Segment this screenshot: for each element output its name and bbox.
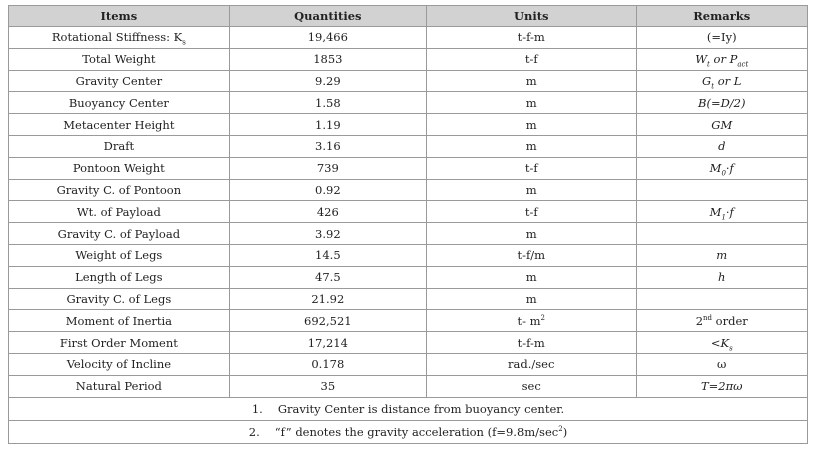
unit-superscript: 2 xyxy=(540,313,545,322)
quantities-table xyxy=(8,5,808,444)
table-row xyxy=(9,288,808,310)
footnote-text: Gravity Center is distance from buoyancy center. xyxy=(277,401,565,416)
quantity-value: 739 xyxy=(316,161,339,176)
remark-text: (=Iy) xyxy=(706,30,737,45)
unit-cell xyxy=(426,266,636,288)
footnote-tail: ) xyxy=(562,424,568,439)
item-cell xyxy=(9,332,230,354)
unit-value: m xyxy=(525,73,537,88)
quantity-value: 21.92 xyxy=(311,291,345,306)
quantity-cell xyxy=(229,179,426,201)
remark-subscript: 0 xyxy=(721,169,726,178)
quantity-value: 692,521 xyxy=(304,313,352,328)
item-label: Draft xyxy=(103,139,135,154)
unit-cell xyxy=(426,353,636,375)
footnote-row xyxy=(9,420,808,443)
table-row xyxy=(9,310,808,332)
table-row xyxy=(9,223,808,245)
remark-text: G xyxy=(702,73,712,88)
unit-value: t-f xyxy=(524,204,538,219)
quantity-value: 1.19 xyxy=(315,117,341,132)
item-label: Gravity C. of Legs xyxy=(66,291,172,306)
table-row xyxy=(9,244,808,266)
item-label: Gravity C. of Payload xyxy=(57,226,181,241)
footnote-superscript: 2 xyxy=(558,424,563,433)
data-table-container xyxy=(8,5,808,444)
unit-value: m xyxy=(525,117,537,132)
remark-subscript: t xyxy=(711,82,715,91)
remark-cell xyxy=(636,332,808,354)
quantity-cell xyxy=(229,310,426,332)
quantity-value: 0.178 xyxy=(311,357,345,372)
remark-cell xyxy=(636,92,808,114)
quantity-cell xyxy=(229,244,426,266)
item-label: Pontoon Weight xyxy=(72,161,165,176)
table-row xyxy=(9,157,808,179)
item-label: First Order Moment xyxy=(59,335,178,350)
remark-cell xyxy=(636,135,808,157)
item-cell xyxy=(9,27,230,49)
item-subscript: s xyxy=(182,38,186,47)
unit-value: t-f-m xyxy=(517,335,545,350)
unit-value: m xyxy=(525,291,537,306)
unit-cell xyxy=(426,223,636,245)
remark-text: M xyxy=(709,204,722,219)
item-label: Gravity Center xyxy=(75,73,163,88)
footnote-row xyxy=(9,397,808,420)
header-units: Units xyxy=(426,6,636,27)
table-row xyxy=(9,48,808,70)
quantity-value: 14.5 xyxy=(315,248,341,263)
item-cell xyxy=(9,266,230,288)
unit-value: rad./sec xyxy=(508,357,555,372)
item-cell xyxy=(9,201,230,223)
quantity-value: 47.5 xyxy=(315,270,341,285)
unit-value: t-f xyxy=(524,52,538,67)
quantity-cell xyxy=(229,332,426,354)
table-row xyxy=(9,27,808,49)
quantity-value: 1853 xyxy=(313,52,343,67)
header-row xyxy=(9,6,808,27)
remark-cell xyxy=(636,70,808,92)
remark-subscript: 1 xyxy=(721,213,726,222)
quantity-cell xyxy=(229,266,426,288)
table-row xyxy=(9,201,808,223)
item-cell xyxy=(9,135,230,157)
item-label: Weight of Legs xyxy=(75,248,163,263)
unit-cell xyxy=(426,114,636,136)
remark-cell xyxy=(636,201,808,223)
item-label: Length of Legs xyxy=(75,270,163,285)
remark-subscript-2: act xyxy=(737,60,749,69)
unit-cell xyxy=(426,375,636,397)
quantity-cell xyxy=(229,223,426,245)
remark-text: h xyxy=(718,270,726,285)
unit-cell xyxy=(426,48,636,70)
table-row xyxy=(9,92,808,114)
remark-text: <K xyxy=(710,335,730,350)
table-row xyxy=(9,353,808,375)
unit-cell xyxy=(426,310,636,332)
unit-value: t-f/m xyxy=(517,248,545,263)
unit-value: m xyxy=(525,182,537,197)
quantity-value: 9.29 xyxy=(315,73,341,88)
item-label: Buoyancy Center xyxy=(68,95,169,110)
remark-cell xyxy=(636,266,808,288)
remark-cell xyxy=(636,179,808,201)
quantity-cell xyxy=(229,157,426,179)
item-label: Wt. of Payload xyxy=(76,204,161,219)
quantity-cell xyxy=(229,201,426,223)
item-cell xyxy=(9,48,230,70)
item-label: Gravity C. of Pontoon xyxy=(56,182,182,197)
remark-superscript: nd xyxy=(703,313,713,322)
item-cell xyxy=(9,310,230,332)
remark-text: W xyxy=(695,52,708,67)
unit-cell xyxy=(426,157,636,179)
unit-value: m xyxy=(525,95,537,110)
item-label: Metacenter Height xyxy=(63,117,175,132)
remark-cell xyxy=(636,353,808,375)
item-cell xyxy=(9,288,230,310)
unit-value: t- m xyxy=(517,313,541,328)
remark-cell xyxy=(636,375,808,397)
remark-text: ω xyxy=(717,357,727,372)
unit-cell xyxy=(426,201,636,223)
table-row xyxy=(9,135,808,157)
remark-rest: ·f xyxy=(725,204,734,219)
unit-cell xyxy=(426,332,636,354)
quantity-value: 35 xyxy=(320,379,336,394)
unit-cell xyxy=(426,244,636,266)
table-row xyxy=(9,114,808,136)
quantity-cell xyxy=(229,288,426,310)
header-items: Items xyxy=(9,6,230,27)
quantity-value: 19,466 xyxy=(307,30,348,45)
unit-cell xyxy=(426,27,636,49)
item-cell xyxy=(9,353,230,375)
footnote-number: 2. xyxy=(248,424,260,439)
unit-value: m xyxy=(525,139,537,154)
remark-text: M xyxy=(709,161,722,176)
remark-text: m xyxy=(716,248,728,263)
remark-text: GM xyxy=(711,117,733,132)
header-remarks: Remarks xyxy=(636,6,808,27)
item-cell xyxy=(9,92,230,114)
unit-cell xyxy=(426,179,636,201)
item-label: Rotational Stiffness: K xyxy=(51,30,183,45)
item-cell xyxy=(9,157,230,179)
remark-rest: or P xyxy=(709,52,738,67)
unit-value: m xyxy=(525,270,537,285)
remark-cell xyxy=(636,114,808,136)
quantity-cell xyxy=(229,70,426,92)
unit-value: t-f xyxy=(524,161,538,176)
unit-value: t-f-m xyxy=(517,30,545,45)
quantity-value: 3.16 xyxy=(315,139,341,154)
footnote-text: “f” denotes the gravity acceleration (f=9.8m/sec xyxy=(274,424,559,439)
remark-cell xyxy=(636,27,808,49)
header-quantities: Quantities xyxy=(229,6,426,27)
quantity-cell xyxy=(229,135,426,157)
remark-cell xyxy=(636,157,808,179)
quantity-value: 1.58 xyxy=(315,95,341,110)
remark-text: T=2πω xyxy=(700,379,743,394)
item-cell xyxy=(9,223,230,245)
quantity-cell xyxy=(229,48,426,70)
remark-text: B(=D/2) xyxy=(698,95,746,110)
item-cell xyxy=(9,114,230,136)
quantity-cell xyxy=(229,27,426,49)
item-cell xyxy=(9,179,230,201)
quantity-cell xyxy=(229,353,426,375)
unit-value: sec xyxy=(521,379,541,394)
remark-rest: ·f xyxy=(725,161,734,176)
remark-text: d xyxy=(718,139,726,154)
unit-value: m xyxy=(525,226,537,241)
remark-cell xyxy=(636,48,808,70)
footnote-cell xyxy=(9,397,808,420)
item-label: Moment of Inertia xyxy=(65,313,173,328)
unit-cell xyxy=(426,288,636,310)
quantity-cell xyxy=(229,375,426,397)
table-row xyxy=(9,179,808,201)
item-cell xyxy=(9,375,230,397)
item-cell xyxy=(9,244,230,266)
quantity-cell xyxy=(229,114,426,136)
remark-cell xyxy=(636,288,808,310)
table-row xyxy=(9,375,808,397)
table-row xyxy=(9,332,808,354)
unit-cell xyxy=(426,135,636,157)
remark-text: 2 xyxy=(695,313,704,328)
quantity-value: 0.92 xyxy=(315,182,341,197)
remark-rest: or L xyxy=(714,73,742,88)
remark-rest: order xyxy=(712,313,748,328)
remark-cell xyxy=(636,310,808,332)
item-label: Natural Period xyxy=(75,379,162,394)
quantity-value: 17,214 xyxy=(307,335,348,350)
unit-cell xyxy=(426,92,636,114)
item-label: Velocity of Incline xyxy=(66,357,172,372)
remark-subscript: t xyxy=(707,60,710,69)
remark-cell xyxy=(636,244,808,266)
unit-cell xyxy=(426,70,636,92)
item-cell xyxy=(9,70,230,92)
quantity-cell xyxy=(229,92,426,114)
item-label: Total Weight xyxy=(82,52,156,67)
remark-subscript: s xyxy=(729,343,733,352)
footnote-number: 1. xyxy=(251,401,263,416)
footnote-cell xyxy=(9,420,808,443)
quantity-value: 3.92 xyxy=(315,226,341,241)
table-row xyxy=(9,266,808,288)
table-row xyxy=(9,70,808,92)
quantity-value: 426 xyxy=(316,204,339,219)
remark-cell xyxy=(636,223,808,245)
